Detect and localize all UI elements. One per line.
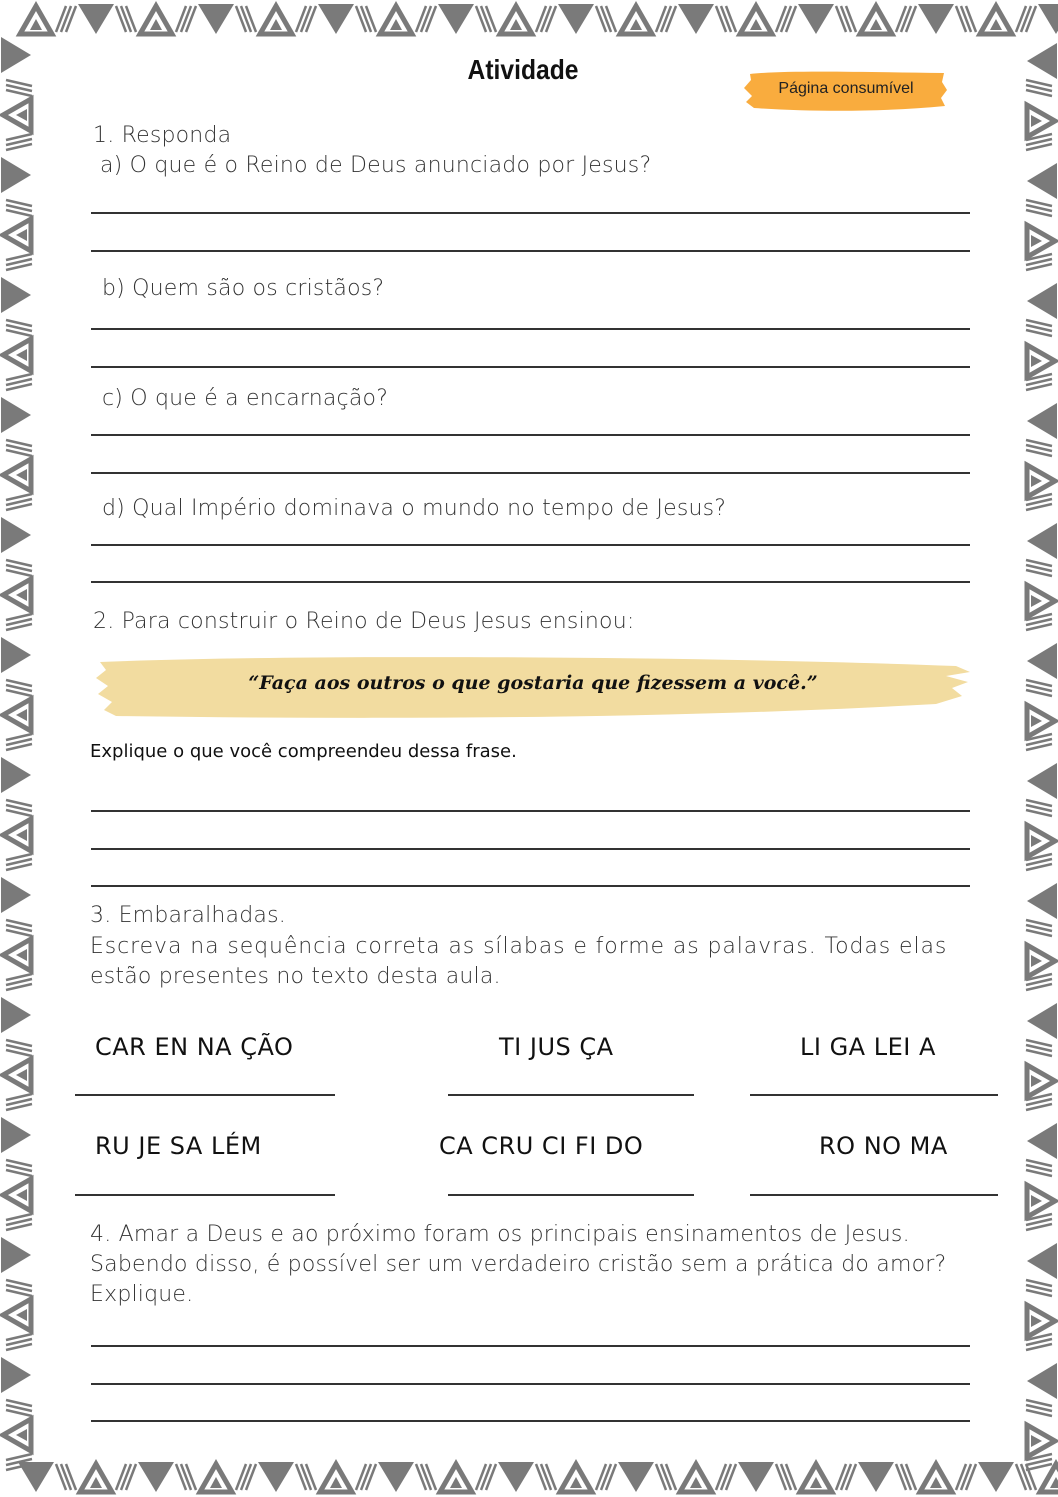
border-triangle-icon	[560, 1464, 592, 1492]
word-answer-blank[interactable]	[448, 1194, 694, 1196]
question-4-line1: 4. Amar a Deus e ao próximo foram os principais ensinamentos de Jesus.	[90, 1222, 910, 1247]
border-triangle-icon	[3, 219, 31, 251]
question-1d: d) Qual Império dominava o mundo no tempo de Jesus?	[102, 496, 727, 521]
border-triangle-icon	[558, 4, 594, 34]
border-triangle-icon	[140, 6, 172, 34]
quote-banner	[96, 652, 970, 724]
border-triangle-icon	[1, 1237, 31, 1273]
border-triangle-icon	[3, 1299, 31, 1331]
border-triangle-icon	[1027, 585, 1055, 617]
border-triangle-icon	[1027, 163, 1057, 199]
word-answer-blank[interactable]	[75, 1194, 335, 1196]
border-triangle-icon	[1027, 105, 1055, 137]
page-title: Atividade	[467, 54, 579, 85]
badge-label: Página consumível	[778, 80, 914, 97]
border-triangle-icon	[1027, 945, 1055, 977]
scrambled-word: RU JE SA LÉM	[95, 1132, 262, 1160]
border-triangle-icon	[198, 4, 234, 34]
border-triangle-icon	[1027, 643, 1057, 679]
border-triangle-icon	[1, 397, 31, 433]
border-triangle-icon	[78, 4, 114, 34]
border-triangle-icon	[1, 517, 31, 553]
border-triangle-icon	[1027, 465, 1055, 497]
answer-line[interactable]	[91, 328, 970, 330]
border-triangle-icon	[978, 1462, 1014, 1492]
border-triangle-icon	[3, 1179, 31, 1211]
border-triangle-icon	[1, 277, 31, 313]
word-answer-blank[interactable]	[448, 1094, 694, 1096]
quote-text: “Faça aos outros o que gostaria que fizessem a você.”	[248, 672, 818, 694]
border-triangle-icon	[20, 6, 52, 34]
border-triangle-icon	[1027, 1065, 1055, 1097]
border-triangle-icon	[1, 1117, 31, 1153]
answer-line[interactable]	[91, 472, 970, 474]
border-triangle-icon	[798, 4, 834, 34]
border-triangle-icon	[1027, 403, 1057, 439]
answer-line[interactable]	[91, 885, 970, 887]
answer-line[interactable]	[91, 1383, 970, 1385]
question-1b: b) Quem são os cristãos?	[102, 276, 385, 301]
border-triangle-icon	[258, 1462, 294, 1492]
border-triangle-icon	[3, 99, 31, 131]
border-triangle-icon	[200, 1464, 232, 1492]
border-triangle-icon	[1027, 43, 1057, 79]
border-triangle-icon	[1027, 523, 1057, 559]
word-answer-blank[interactable]	[750, 1094, 998, 1096]
question-3-instruction: Escreva na sequência correta as sílabas e forme as palavras. Todas elas	[90, 934, 948, 959]
border-triangle-icon	[3, 459, 31, 491]
border-triangle-icon	[80, 1464, 112, 1492]
question-3-instruction-cont: estão presentes no texto desta aula.	[90, 964, 501, 989]
border-triangle-icon	[678, 4, 714, 34]
border-triangle-icon	[1027, 1305, 1055, 1337]
border-triangle-icon	[440, 1464, 472, 1492]
question-4-line2: Sabendo disso, é possível ser um verdadeiro cristão sem a prática do amor?	[90, 1252, 947, 1277]
question-4-line3: Explique.	[90, 1282, 194, 1307]
border-triangle-icon	[260, 6, 292, 34]
border-triangle-icon	[3, 1419, 31, 1451]
scrambled-word: RO NO MA	[819, 1132, 948, 1160]
answer-line[interactable]	[91, 1420, 970, 1422]
border-triangle-icon	[500, 6, 532, 34]
question-1a: a) O que é o Reino de Deus anunciado por Jesus?	[100, 153, 652, 178]
border-triangle-icon	[1027, 1003, 1057, 1039]
answer-line[interactable]	[91, 810, 970, 812]
answer-line[interactable]	[91, 212, 970, 214]
border-left	[1, 37, 32, 1470]
border-triangle-icon	[1, 157, 31, 193]
border-triangle-icon	[1027, 345, 1055, 377]
border-triangle-icon	[320, 1464, 352, 1492]
border-triangle-icon	[1, 997, 31, 1033]
border-triangle-icon	[680, 1464, 712, 1492]
answer-line[interactable]	[91, 848, 970, 850]
border-triangle-icon	[1027, 1123, 1057, 1159]
question-1-heading: 1. Responda	[93, 123, 232, 148]
border-triangle-icon	[3, 339, 31, 371]
border-triangle-icon	[858, 1462, 894, 1492]
answer-line[interactable]	[91, 250, 970, 252]
border-triangle-icon	[1027, 763, 1057, 799]
border-triangle-icon	[1, 877, 31, 913]
question-2-heading: 2. Para construir o Reino de Deus Jesus ensinou:	[93, 609, 635, 634]
border-triangle-icon	[860, 6, 892, 34]
border-triangle-icon	[318, 4, 354, 34]
consumable-page-badge	[744, 68, 948, 114]
border-triangle-icon	[138, 1462, 174, 1492]
border-triangle-icon	[3, 939, 31, 971]
border-triangle-icon	[920, 1464, 952, 1492]
scrambled-word: CA CRU CI FI DO	[439, 1132, 644, 1160]
border-triangle-icon	[620, 6, 652, 34]
border-triangle-icon	[1, 637, 31, 673]
border-triangle-icon	[1027, 825, 1055, 857]
question-1c: c) O que é a encarnação?	[102, 386, 389, 411]
border-triangle-icon	[800, 1464, 832, 1492]
answer-line[interactable]	[91, 581, 970, 583]
answer-line[interactable]	[91, 544, 970, 546]
question-3-heading: 3. Embaralhadas.	[90, 903, 286, 928]
border-triangle-icon	[1027, 283, 1057, 319]
border-triangle-icon	[1, 37, 31, 73]
border-triangle-icon	[1, 757, 31, 793]
border-triangle-icon	[3, 699, 31, 731]
border-triangle-icon	[918, 4, 954, 34]
border-triangle-icon	[1027, 1425, 1055, 1457]
border-triangle-icon	[1027, 1363, 1057, 1399]
border-triangle-icon	[3, 819, 31, 851]
border-triangle-icon	[618, 1462, 654, 1492]
answer-line[interactable]	[91, 1345, 970, 1347]
border-bottom	[18, 1462, 1058, 1492]
border-triangle-icon	[1027, 1243, 1057, 1279]
border-triangle-icon	[380, 6, 412, 34]
border-triangle-icon	[1027, 1185, 1055, 1217]
border-triangle-icon	[1, 1357, 31, 1393]
border-top	[20, 4, 1058, 34]
word-answer-blank[interactable]	[75, 1094, 335, 1096]
border-triangle-icon	[3, 579, 31, 611]
scrambled-word: LI GA LEI A	[800, 1033, 936, 1061]
border-triangle-icon	[3, 1059, 31, 1091]
border-triangle-icon	[438, 4, 474, 34]
border-right	[1026, 43, 1057, 1470]
scrambled-word: CAR EN NA ÇÃO	[95, 1033, 294, 1061]
border-triangle-icon	[980, 6, 1012, 34]
border-triangle-icon	[1027, 883, 1057, 919]
word-answer-blank[interactable]	[750, 1194, 998, 1196]
question-2-prompt: Explique o que você compreendeu dessa frase.	[90, 741, 517, 762]
border-triangle-icon	[1027, 705, 1055, 737]
border-triangle-icon	[738, 1462, 774, 1492]
border-triangle-icon	[740, 6, 772, 34]
border-triangle-icon	[378, 1462, 414, 1492]
answer-line[interactable]	[91, 434, 970, 436]
scrambled-word: TI JUS ÇA	[499, 1033, 614, 1061]
border-triangle-icon	[1038, 4, 1058, 34]
answer-line[interactable]	[91, 366, 970, 368]
border-triangle-icon	[498, 1462, 534, 1492]
border-triangle-icon	[1027, 225, 1055, 257]
border-triangle-icon	[1040, 1464, 1058, 1492]
